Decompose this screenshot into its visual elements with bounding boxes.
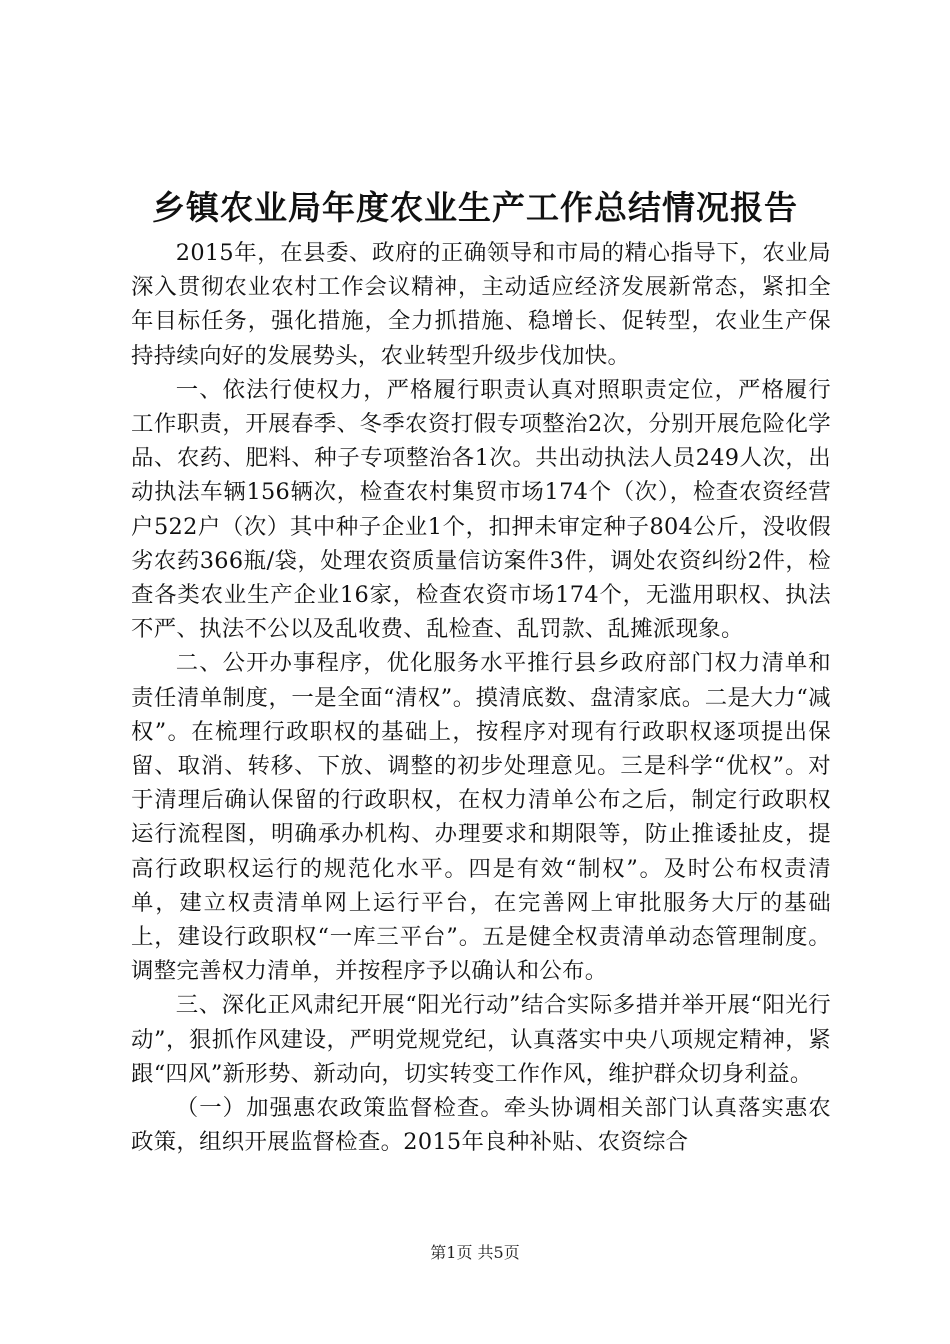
paragraph-section-1: 一、依法行使权力，严格履行职责认真对照职责定位，严格履行工作职责，开展春季、冬季农资打假专项整治2次，分别开展危险化学品、农药、肥料、种子专项整治各1次。共出动执法人员249人次，出动执法车辆156辆次，检查农村集贸市场174个（次），检查农资经营户522户（次）其中种子企业1个，扣押未审定种子804公斤，没收假劣农药366瓶/袋，处理农资质量信访案件3件，调处农资纠纷2件，检查各类农业生产企业16家，检查农资市场174个，无滥用职权、执法不严、执法不公以及乱收费、乱检查、乱罚款、乱摊派现象。 xyxy=(131,376,831,643)
paragraph-section-3: 三、深化正风肃纪开展“阳光行动”结合实际多措并举开展“阳光行动”，狠抓作风建设，严明党规党纪，认真落实中央八项规定精神，紧跟“四风”新形势、新动向，切实转变工作作风，维护群众切身利益。 xyxy=(131,992,831,1087)
document-body xyxy=(131,236,831,1159)
paragraph-subsection-1: （一）加强惠农政策监督检查。牵头协调相关部门认真落实惠农政策，组织开展监督检查。2015年良种补贴、农资综合 xyxy=(131,1095,831,1156)
paragraph-intro: 2015年，在县委、政府的正确领导和市局的精心指导下，农业局深入贯彻农业农村工作会议精神，主动适应经济发展新常态，紧扣全年目标任务，强化措施，全力抓措施、稳增长、促转型，农业生产保持持续向好的发展势头，农业转型升级步伐加快。 xyxy=(131,240,831,369)
document-title: 乡镇农业局年度农业生产工作总结情况报告 xyxy=(152,188,798,227)
paragraph-section-2: 二、公开办事程序，优化服务水平推行县乡政府部门权力清单和责任清单制度，一是全面“清权”。摸清底数、盘清家底。二是大力“减权”。在梳理行政职权的基础上，按程序对现有行政职权逐项提出保留、取消、转移、下放、调整的初步处理意见。三是科学“优权”。对于清理后确认保留的行政职权，在权力清单公布之后，制定行政职权运行流程图，明确承办机构、办理要求和期限等，防止推诿扯皮，提高行政职权运行的规范化水平。四是有效“制权”。及时公布权责清单，建立权责清单网上运行平台，在完善网上审批服务大厅的基础上，建设行政职权“一库三平台”。五是健全权责清单动态管理制度。调整完善权力清单，并按程序予以确认和公布。 xyxy=(131,650,831,985)
page-number-footer: 第1页 共5页 xyxy=(430,1243,520,1262)
